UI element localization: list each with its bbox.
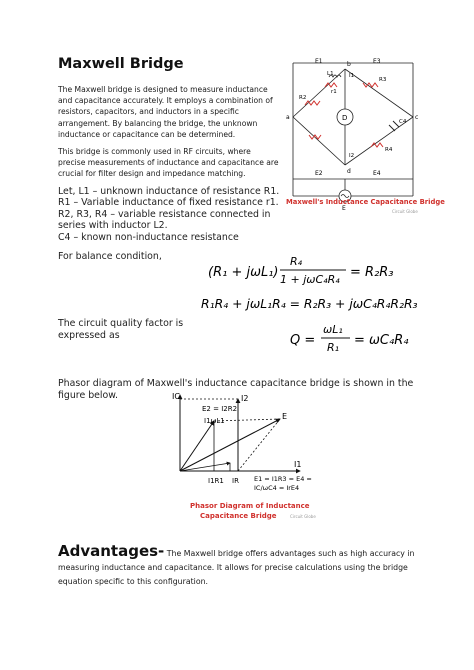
circuit-diagram — [285, 57, 421, 217]
svg-text:L1: L1 — [327, 71, 334, 77]
phasor-intro: Phasor diagram of Maxwell's inductance capacitance bridge is shown in the figure below. — [58, 378, 414, 401]
eq1-den: 1 + jωC₄R₄ — [280, 273, 340, 286]
svg-text:Phasor Diagram of Inductance: Phasor Diagram of Inductance — [190, 502, 310, 510]
svg-text:Capacitance Bridge: Capacitance Bridge — [200, 512, 277, 520]
svg-text:I2: I2 — [349, 153, 355, 159]
svg-text:Circuit Globe: Circuit Globe — [290, 514, 316, 519]
definition-line: Let, L1 – unknown inductance of resistance R1. — [58, 186, 280, 197]
eq1-left: (R₁ + jωL₁) — [208, 265, 279, 280]
svg-text:I1: I1 — [294, 460, 302, 469]
equation-balance — [208, 252, 418, 292]
svg-text:IC: IC — [172, 392, 180, 401]
svg-text:R₁: R₁ — [327, 341, 340, 354]
svg-text:E: E — [282, 412, 288, 421]
svg-text:I1: I1 — [349, 73, 355, 79]
balance-label: For balance condition, — [58, 251, 162, 262]
circuit-caption: Maxwell's Inductance Capacitance Bridge — [286, 198, 445, 206]
svg-text:D: D — [342, 114, 348, 122]
equation-quality — [290, 320, 420, 360]
svg-text:E1 = I1R3 = E4 =: E1 = I1R3 = E4 = — [254, 475, 312, 483]
circuit-watermark: Circuit Globe — [392, 209, 418, 214]
svg-text:R4: R4 — [385, 147, 393, 153]
svg-text:d: d — [347, 168, 351, 175]
svg-text:E2: E2 — [315, 170, 323, 177]
svg-text:IR: IR — [232, 477, 239, 485]
usage-paragraph: This bridge is commonly used in RF circuits, where precise measurements of inductance and capacitance are crucial for filter design and impedance matching. — [58, 147, 279, 179]
svg-text:E3: E3 — [373, 58, 381, 65]
advantages-text: The Maxwell bridge offers advantages such as high accuracy in measuring inductance and capacitance. It allows for precise calculations using the bridge equation specific to this configuration. — [58, 549, 415, 586]
svg-text:R3: R3 — [379, 77, 387, 83]
svg-text:c: c — [415, 114, 419, 121]
equation-expanded — [201, 293, 425, 315]
advantages-section — [58, 544, 418, 589]
intro-paragraph: The Maxwell bridge is designed to measure inductance and capacitance accurately. It employs a combination of resistors, capacitors, and inductors in a specific arrangement. By balancing the bridge, the unknown inductance or capacitance can be determined. — [58, 85, 273, 139]
svg-text:a: a — [286, 114, 290, 121]
eq2-render: R₁R₄ + jωL₁R₄ = R₂R₃ + jωC₄R₄R₂R₃ — [201, 296, 418, 311]
definition-line: R2, R3, R4 – variable resistance connected in series with inductor L2. — [58, 208, 271, 232]
phasor-diagram — [168, 391, 328, 531]
svg-text:E4: E4 — [373, 170, 381, 177]
svg-text:ωL₁: ωL₁ — [323, 323, 343, 336]
svg-text:I2: I2 — [241, 394, 249, 403]
definition-line: R1 – Variable inductance of fixed resistance r1. — [58, 197, 279, 209]
eq1-right: = R₂R₃ — [350, 265, 394, 280]
svg-text:I1R1: I1R1 — [208, 477, 224, 485]
svg-text:r1: r1 — [331, 89, 337, 95]
definition-line: C4 – known non-inductance resistance — [58, 231, 239, 243]
svg-text:Q =: Q = — [290, 333, 316, 348]
svg-text:= ωC₄R₄: = ωC₄R₄ — [354, 333, 409, 348]
svg-text:IC/ωC4 = IrE4: IC/ωC4 = IrE4 — [254, 484, 300, 492]
svg-text:E2 = I2R2: E2 = I2R2 — [202, 405, 238, 413]
svg-text:I1ωL1: I1ωL1 — [204, 417, 225, 425]
advantages-heading: Advantages- — [58, 542, 165, 560]
eq1-num: R₄ — [290, 255, 303, 268]
page-title: Maxwell Bridge — [58, 56, 184, 72]
svg-text:b: b — [347, 61, 351, 68]
svg-text:E: E — [342, 205, 346, 212]
quality-label: The circuit quality factor is expressed as — [58, 318, 184, 341]
definitions-block — [58, 186, 283, 243]
svg-text:E1: E1 — [315, 58, 323, 65]
svg-text:C4: C4 — [399, 119, 407, 125]
svg-text:R2: R2 — [299, 95, 307, 101]
